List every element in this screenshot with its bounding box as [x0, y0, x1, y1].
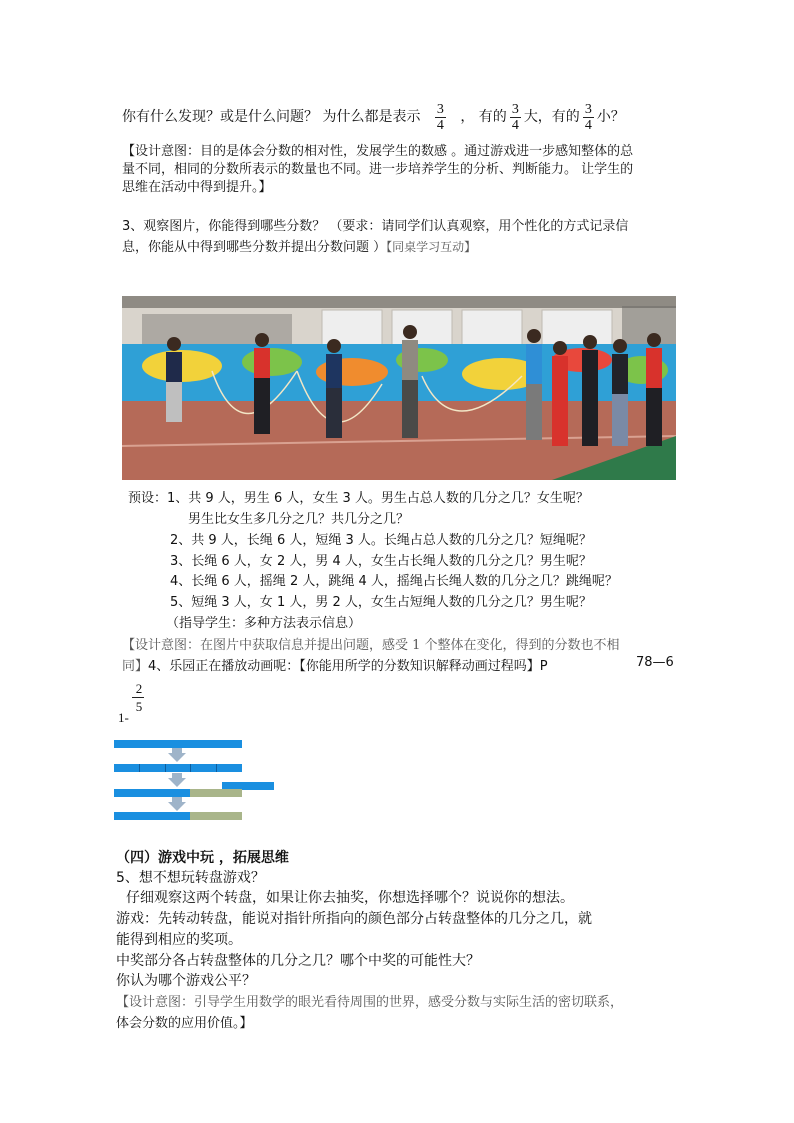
preset-4: 4、长绳 6 人，摇绳 2 人，跳绳 4 人，摇绳占长绳人数的几分之几？跳绳呢？ — [170, 574, 618, 589]
fraction-three-quarters: $\frac{3}{4}$ — [436, 101, 444, 133]
bar-remaining-part — [114, 789, 190, 797]
intro-question — [122, 100, 625, 134]
preset-1b: 男生比女生多几分之几？共几分之几？ — [188, 512, 410, 527]
design-intent-2-close: 同】 — [122, 659, 149, 674]
design-intent-1-line2: 量不同，相同的分数所表示的数量也不同。进一步培养学生的分析、判断能力。 让学生的 — [122, 162, 634, 177]
intro-question-c: 大，有的 — [523, 109, 580, 125]
jump-rope-photo — [122, 296, 676, 480]
down-arrow-icon — [168, 748, 186, 762]
section4-design-line2: 体会分数的应用价值。】 — [116, 1016, 253, 1031]
task3-line2 — [122, 236, 476, 255]
bar-result-part — [114, 812, 190, 820]
preset-guide: （指导学生：多种方法表示信息） — [166, 616, 362, 631]
bar-result-empty — [190, 812, 242, 820]
peer-interaction-tag: 【同桌学习互动】 — [386, 240, 477, 254]
down-arrow-icon — [168, 773, 186, 787]
task3-line2a: 息，你能从中得到哪些分数并提出分数问题 ） — [122, 240, 387, 255]
section4-observe: 仔细观察这两个转盘，如果让你去抽奖，你想选择哪个？说说你的想法。 — [126, 890, 574, 906]
preset-5: 5、短绳 3 人，女 1 人，男 2 人，女生占短绳人数的几分之几？男生呢？ — [170, 595, 592, 610]
fraction-three-quarters: $\frac{3}{4}$ — [584, 101, 592, 133]
preset-1a: 预设：1、共 9 人，男生 6 人，女生 3 人。男生占总人数的几分之几？女生呢？ — [128, 491, 589, 506]
intro-question-b: ， 有的 — [460, 109, 507, 125]
split-markers — [114, 764, 242, 772]
section4-design-line1: 【设计意图：引导学生用数学的眼光看待周围的世界，感受分数与实际生活的密切联系， — [116, 995, 624, 1010]
bar-empty-part — [190, 789, 242, 797]
formula-prefix: 1- — [118, 710, 129, 725]
bar-whole — [114, 740, 242, 748]
section4-fair-question: 你认为哪个游戏公平？ — [116, 973, 256, 989]
intro-question-a: 你有什么发现？或是什么问题？ 为什么都是表示 — [122, 109, 421, 125]
intro-question-d: 小？ — [596, 109, 625, 125]
section4-q5: 5、想不想玩转盘游戏？ — [116, 870, 265, 886]
preset-3: 3、长绳 6 人，女 2 人，男 4 人，女生占长绳人数的几分之几？男生呢？ — [170, 554, 592, 569]
design-intent-2-line1: 【设计意图：在图片中获取信息并提出问题，感受 1 个整体在变化，得到的分数也不相 — [122, 638, 620, 653]
design-intent-1-line3: 思维在活动中得到提升。】 — [122, 180, 272, 195]
fraction-three-quarters: $\frac{3}{4}$ — [511, 101, 519, 133]
section4-game-line1: 游戏：先转动转盘，能说对指针所指向的颜色部分占转盘整体的几分之几，就 — [116, 911, 592, 927]
task3-line1: 3、观察图片，你能得到哪些分数？ （要求：请同学们认真观察，用个性化的方式记录信 — [122, 219, 629, 234]
section4-prize-question: 中奖部分各占转盘整体的几分之几？哪个中奖的可能性大？ — [116, 953, 480, 969]
down-arrow-icon — [168, 797, 186, 811]
page-reference: 78—6 — [636, 655, 674, 670]
design-intent-2-line2 — [122, 655, 548, 674]
design-intent-1-line1: 【设计意图：目的是体会分数的相对性，发展学生的数感 。通过游戏进一步感知整体的总 — [122, 144, 634, 159]
preset-2: 2、共 9 人，长绳 6 人，短绳 3 人。长绳占总人数的几分之几？短绳呢？ — [170, 533, 592, 548]
formula-fraction: 2 5 — [132, 680, 146, 715]
task4-text: 4、乐园正在播放动画呢：【你能用所学的分数知识解释动画过程吗】P — [148, 659, 548, 674]
section4-heading: （四）游戏中玩 ，拓展思维 — [116, 850, 289, 866]
section4-game-line2: 能得到相应的奖项。 — [116, 932, 242, 948]
